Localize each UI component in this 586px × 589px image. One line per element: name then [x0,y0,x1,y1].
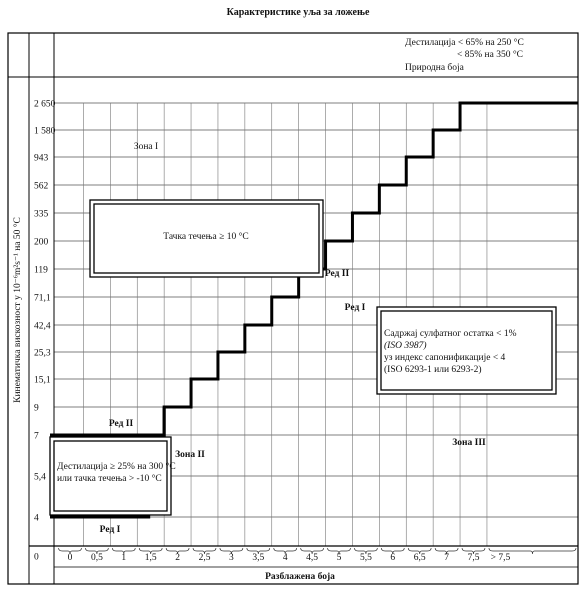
sulfated-text-line2: (ISO 3987) [384,341,427,351]
y-tick-label: 5,4 [34,472,46,483]
x-tick-label: 5,5 [359,553,372,563]
pour-point-box [90,200,323,277]
header-note-distillation-250: Дестилација < 65% на 250 °C [405,38,524,48]
x-tick-label: > 7,5 [490,553,511,563]
zone1-label: Зона I [133,142,159,152]
zone2-label: Зона II [175,450,205,460]
y-tick-label: 4 [34,513,39,524]
y-tick-label: 119 [34,265,48,276]
pour-point-text: Тачка течења ≥ 10 °C [163,232,249,242]
y-tick-label: 562 [34,181,49,192]
x-tick-label: 5 [336,553,342,563]
header-note-distillation-350: < 85% на 350 °C [457,50,523,60]
row1-label-bottom: Ред I [99,525,121,535]
x-tick-labels [68,553,511,563]
x-tick-label: 1,5 [144,553,157,563]
y-tick-label: 25,3 [34,348,51,359]
y-tick-label: 335 [34,209,49,220]
row1-label-middle: Ред I [344,303,366,313]
distillation-text-line1: Дестилација ≥ 25% на 300 °C [57,462,176,472]
sulfated-text-line4: (ISO 6293-1 или 6293-2) [384,365,482,375]
x-tick-label: 7,5 [467,553,480,563]
y-tick-label: 71,1 [34,293,51,304]
distillation-text-line2: или тачка течења > -10 °C [57,474,162,484]
x-tick-label: 7 [444,553,449,563]
y-tick-label: 1 580 [34,126,56,137]
y-tick-label: 9 [34,403,39,414]
x-tick-label: 3,5 [252,553,265,563]
row2-label-middle: Ред II [324,269,350,279]
y-tick-label: 42,4 [34,321,51,332]
x-tick-label: 6 [390,553,396,563]
y-tick-label: 2 650 [34,99,56,110]
x-tick-label: 0,5 [90,553,103,563]
x-tick-label: 6,5 [413,553,426,563]
chart-title: Карактеристике уља за ложење [226,7,370,18]
zone3-label: Зона III [452,438,486,448]
y-tick-label: 7 [34,431,39,442]
distillation-box [50,437,176,515]
y-tick-label: 200 [34,237,49,248]
header-note-natural-colour: Природна боја [405,63,464,73]
row2-label-left: Ред II [108,419,134,429]
y-tick-label: 943 [34,153,49,164]
sulfated-text-line1: Садржај сулфатног остатка < 1% [384,329,517,339]
sulfated-text-line3: уз индекс сапонификације < 4 [384,353,506,363]
x-tick-label: 0 [67,553,73,563]
y-axis-label: Кинематичка вискозност у 10⁻⁶m²s⁻¹ на 50 °C [13,217,23,403]
x-axis-label: Разблажена боја [265,572,335,582]
x-tick-label: 1 [121,553,127,563]
sulfated-residue-box [377,307,556,394]
y-tick-label: 15,1 [34,375,51,386]
x-tick-label: 4,5 [306,553,319,563]
y-tick-label: 0 [34,552,39,563]
x-tick-label: 4 [282,553,288,563]
x-tick-label: 2,5 [198,553,211,563]
x-tick-label: 2 [175,553,180,563]
x-tick-label: 3 [229,553,234,563]
